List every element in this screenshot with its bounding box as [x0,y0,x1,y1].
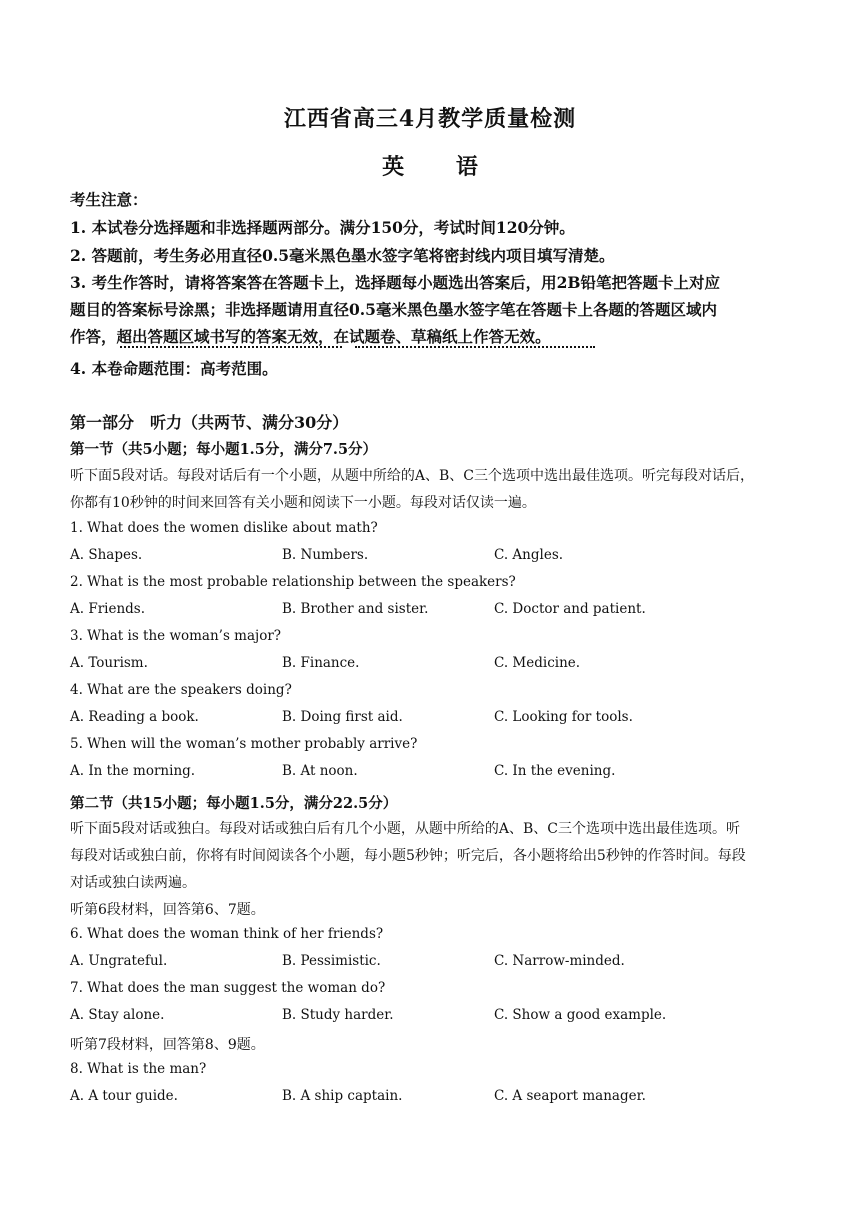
q8-option-b: B. A ship captain. [282,1088,403,1104]
q3-option-c: C. Medicine. [494,655,581,671]
q7-option-a: A. Stay alone. [70,1007,165,1023]
notice-item-2: 2. 答题前，考生务必用直径0.5毫米黑色墨水签字笔将密封线内项目填写清楚。 [70,246,615,265]
question-3: 3. What is the woman’s major? [70,628,282,644]
notice-emphasis-2: 在试题卷、草稿纸上作答无效 [333,327,536,346]
question-8: 8. What is the man? [70,1061,207,1077]
material-7-instruction: 听第7段材料，回答第8、9题。 [70,1037,265,1053]
question-5: 5. When will the woman’s mother probably arrive? [70,736,418,752]
q5-option-b: B. At noon. [282,763,358,779]
q7-option-c: C. Show a good example. [494,1007,667,1023]
emphasis-dots-2 [355,346,595,348]
q2-option-c: C. Doctor and patient. [494,601,646,617]
q7-option-b: B. Study harder. [282,1007,394,1023]
question-2: 2. What is the most probable relationship between the speakers? [70,574,516,590]
question-7: 7. What does the man suggest the woman do? [70,980,386,996]
q2-option-b: B. Brother and sister. [282,601,429,617]
notice-item-3-text-c: ， [318,327,334,346]
question-4: 4. What are the speakers doing? [70,682,292,698]
q1-option-c: C. Angles. [494,547,564,563]
q6-option-a: A. Ungrateful. [70,953,168,969]
section1-heading: 第一节（共5小题；每小题1.5分，满分7.5分） [70,441,378,458]
subject-title: 英 语 [382,154,500,180]
material-6-instruction: 听第6段材料，回答第6、7题。 [70,902,265,918]
section2-instructions-3: 对话或独白读两遍。 [70,875,196,891]
section1-instructions-2: 你都有10秒钟的时间来回答有关小题和阅读下一小题。每段对话仅读一遍。 [70,495,536,511]
notice-item-4: 4. 本卷命题范围：高考范围。 [70,359,278,378]
part1-heading: 第一部分 听力（共两节、满分30分） [70,413,349,432]
notice-emphasis-1: 超出答题区域书写的答案无效 [116,327,319,346]
q4-option-a: A. Reading a book. [70,709,199,725]
question-6: 6. What does the woman think of her friends? [70,926,384,942]
section1-instructions-1: 听下面5段对话。每段对话后有一个小题，从题中所给的A、B、C三个选项中选出最佳选项。听完每段对话后， [70,468,755,484]
section2-instructions-1: 听下面5段对话或独白。每段对话或独白后有几个小题，从题中所给的A、B、C三个选项中选出最佳选项。听 [70,821,741,837]
q5-option-c: C. In the evening. [494,763,616,779]
notice-item-3-line-2: 题目的答案标号涂黑；非选择题请用直径0.5毫米黑色墨水签字笔在答题卡上各题的答题区域内 [70,300,717,319]
exam-title: 江西省高三4月教学质量检测 [283,106,577,132]
q1-option-b: B. Numbers. [282,547,369,563]
q4-option-c: C. Looking for tools. [494,709,633,725]
notice-item-3-line-3 [70,325,795,347]
notice-item-3-line-1: 3. 考生作答时，请将答案答在答题卡上，选择题每小题选出答案后，用2B铅笔把答题卡上对应 [70,273,720,292]
q6-option-b: B. Pessimistic. [282,953,381,969]
q4-option-b: B. Doing first aid. [282,709,403,725]
q8-option-c: C. A seaport manager. [494,1088,646,1104]
notice-heading: 考生注意： [70,190,148,209]
q3-option-a: A. Tourism. [70,655,148,671]
section2-instructions-2: 每段对话或独白前，你将有时间阅读各个小题，每小题5秒钟；听完后，各小题将给出5秒钟的作答时间。每段 [70,848,746,864]
q3-option-b: B. Finance. [282,655,360,671]
notice-item-1: 1. 本试卷分选择题和非选择题两部分。满分150分，考试时间120分钟。 [70,218,575,237]
notice-item-3-text-a: 作答， [70,327,117,346]
q1-option-a: A. Shapes. [70,547,143,563]
emphasis-dots-1 [120,346,342,348]
q5-option-a: A. In the morning. [70,763,196,779]
section2-heading: 第二节（共15小题；每小题1.5分，满分22.5分） [70,795,398,812]
q2-option-a: A. Friends. [70,601,146,617]
q6-option-c: C. Narrow-minded. [494,953,625,969]
notice-item-3-text-e: 。 [535,327,551,346]
question-1: 1. What does the women dislike about math? [70,520,378,536]
q8-option-a: A. A tour guide. [70,1088,178,1104]
